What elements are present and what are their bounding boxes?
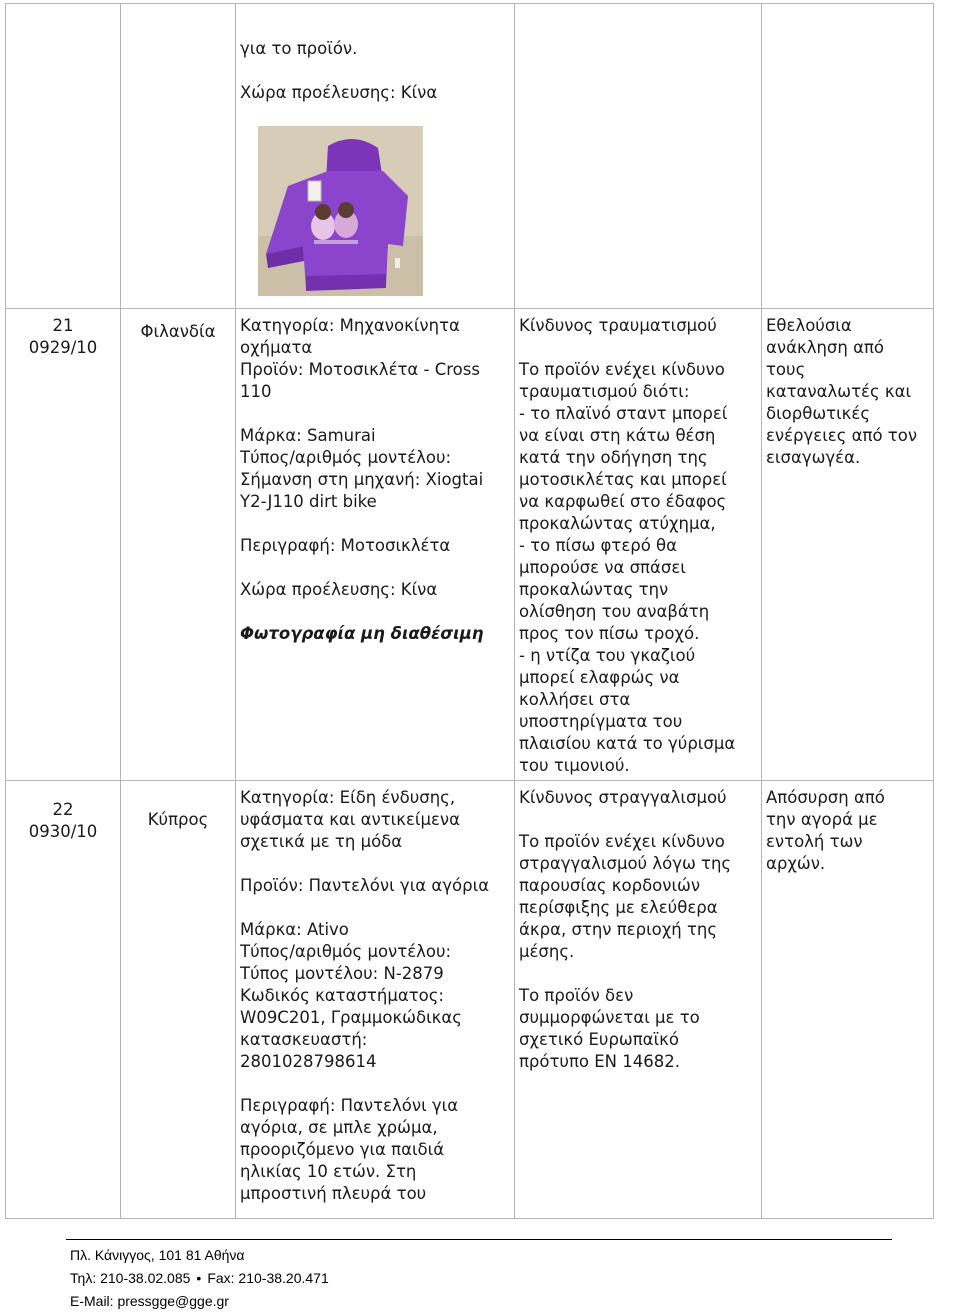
table-row <box>6 309 934 781</box>
bullet-separator: • <box>196 1270 202 1286</box>
hoodie-image <box>258 126 423 296</box>
country: Κύπρος <box>147 810 209 829</box>
record-ref: 0930/10 <box>28 822 98 841</box>
risk-description: Το προϊόν ενέχει κίνδυνο τραυματισμού διότι: - το πλαϊνό σταντ μπορεί να είναι στη κάτω θέση κατά την οδήγηση της μοτοσικλέτας και μπορεί να καρφωθεί στο έδαφος προκαλώντας ατύχημα, - το πίσω φτερό θα μπορούσε να σπάσει προκαλώντας την ολίσθηση του αναβάτη προς τον πίσω τροχό. - η ντίζα του γκαζιού μπορεί ελαφρώς να κολλήσει στα υποστηρίγματα του πλαισίου κατά το γύρισμα του τιμονιού. <box>519 360 736 775</box>
product-text-line: για το προϊόν. <box>240 39 358 58</box>
cell-empty <box>121 4 236 309</box>
footer-fax: Fax: 210-38.20.471 <box>207 1270 329 1286</box>
table-row <box>6 781 934 1219</box>
product-brand-model: Μάρκα: Ativo Τύπος/αριθμός μοντέλου: Τύπος μοντέλου: N-2879 Κωδικός καταστήματος: W09C201, Γραμμοκώδικας κατασκευαστή: 2801028798614 <box>240 920 462 1071</box>
product-name: Προϊόν: Παντελόνι για αγόρια <box>240 876 490 895</box>
product-brand-model: Μάρκα: Samurai Τύπος/αριθμός μοντέλου: Σήμανση στη μηχανή: Xiogtai Y2-J110 dirt bike <box>240 426 484 511</box>
record-number: 22 <box>52 800 74 819</box>
record-number-cell <box>6 309 121 781</box>
record-ref: 0929/10 <box>28 338 98 357</box>
product-origin: Χώρα προέλευσης: Κίνα <box>240 580 438 599</box>
cell-empty <box>762 4 934 309</box>
measures-text: Απόσυρση από την αγορά με εντολή των αρχών. <box>766 788 885 873</box>
measures-cell <box>762 781 934 1219</box>
product-category: Κατηγορία: Μηχανοκίνητα οχήματα Προϊόν: Μοτοσικλέτα - Cross 110 <box>240 316 480 401</box>
footer-phone: Τηλ: 210-38.02.085 <box>70 1270 191 1286</box>
risk-title: Κίνδυνος στραγγαλισμού <box>519 788 727 807</box>
recalls-table <box>5 3 934 1219</box>
product-description: Περιγραφή: Παντελόνι για αγόρια, σε μπλε χρώμα, προοριζόμενο για παιδιά ηλικίας 10 ετών. Στη μπροστινή πλευρά του <box>240 1096 459 1203</box>
footer-contacts <box>70 1267 329 1289</box>
product-text-line: Χώρα προέλευσης: Κίνα <box>240 83 438 102</box>
product-cell <box>236 309 515 781</box>
cell-empty <box>6 4 121 309</box>
risk-description: Το προϊόν ενέχει κίνδυνο στραγγαλισμού λόγω της παρουσίας κορδονιών περίσφιξης με ελεύθερα άκρα, στην περιοχή της μέσης. <box>519 832 732 961</box>
risk-title: Κίνδυνος τραυματισμού <box>519 316 717 335</box>
product-cell <box>236 781 515 1219</box>
footer-divider <box>66 1239 892 1240</box>
risk-compliance: Το προϊόν δεν συμμορφώνεται με το σχετικό Ευρωπαϊκό πρότυπο EN 14682. <box>519 986 700 1071</box>
record-number: 21 <box>52 316 74 335</box>
measures-cell <box>762 309 934 781</box>
product-description: Περιγραφή: Μοτοσικλέτα <box>240 536 451 555</box>
footer-email: E-Mail: pressgge@gge.gr <box>70 1293 229 1309</box>
footer-address: Πλ. Κάνιγγος, 101 81 Αθήνα <box>70 1247 245 1263</box>
table-row <box>6 4 934 309</box>
photo-unavailable-note: Φωτογραφία μη διαθέσιμη <box>240 624 484 643</box>
product-continuation <box>240 10 508 104</box>
cell-empty <box>515 4 762 309</box>
risk-cell <box>515 309 762 781</box>
risk-cell <box>515 781 762 1219</box>
country-cell <box>121 309 236 781</box>
product-photo <box>258 126 423 296</box>
measures-text: Εθελούσια ανάκληση από τους καταναλωτές και διορθωτικές ενέργειες από τον εισαγωγέα. <box>766 316 918 467</box>
product-category: Κατηγορία: Είδη ένδυσης, υφάσματα και αντικείμενα σχετικά με τη μόδα <box>240 788 460 851</box>
country: Φιλανδία <box>140 322 216 341</box>
record-number-cell <box>6 781 121 1219</box>
country-cell <box>121 781 236 1219</box>
